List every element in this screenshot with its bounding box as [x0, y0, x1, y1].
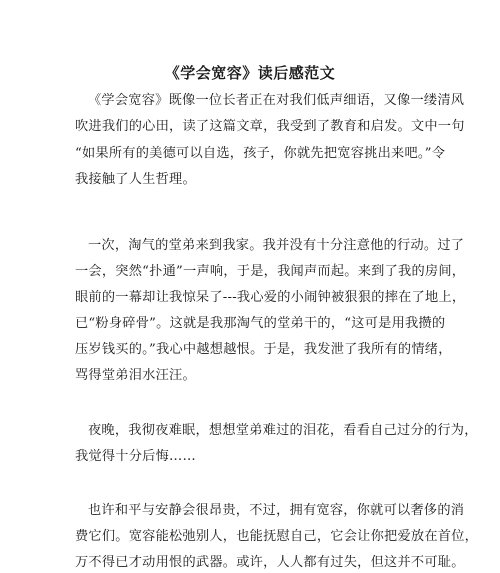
paragraph-line: 夜晚，我彻夜难眠，想想堂弟难过的泪花，看看自己过分的行为， — [88, 423, 478, 438]
paragraph-line: 压岁钱买的。”我心中越想越恨。于是，我发泄了我所有的情绪， — [75, 342, 452, 357]
document-title: 《学会宽容》读后感范文 — [164, 64, 336, 82]
paragraph-line: “如果所有的美德可以自选，孩子，你就先把宽容挑出来吧。”令 — [75, 146, 446, 161]
paragraph-line: 万不得已才动用恨的武器。或许，人人都有过失，但这并不可耻。 — [75, 555, 465, 570]
paragraph-line: 一会，突然“扑通”一声响，于是，我闻声而起。来到了我的房间， — [75, 264, 466, 279]
paragraph-line: 也许和平与安静会很昂贵，不过，拥有宽容，你就可以奢侈的消 — [88, 503, 465, 518]
paragraph-line: 费它们。宽容能松弛别人，也能抚慰自己，它会让你把爱放在首位， — [75, 529, 479, 544]
paragraph-line: 眼前的一幕却让我惊呆了---我心爱的小闹钟被狠狠的摔在了地上， — [75, 290, 466, 305]
paragraph-line: 吹进我们的心田，读了这篇文章，我受到了教育和启发。文中一句 — [75, 119, 465, 134]
paragraph-line: 一次，淘气的堂弟来到我家。我并没有十分注意他的行动。过了 — [88, 238, 465, 253]
paragraph-line: 骂得堂弟泪水汪汪。 — [75, 368, 196, 383]
paragraph-line: 我觉得十分后悔…… — [75, 449, 196, 464]
paragraph-line: 我接触了人生哲理。 — [75, 172, 196, 187]
paragraph-line: 《学会宽容》既像一位长者正在对我们低声细语，又像一缕清风 — [88, 93, 465, 108]
paragraph-line: 已“粉身碎骨”。这就是我那淘气的堂弟干的，“这可是用我攒的 — [75, 316, 446, 331]
